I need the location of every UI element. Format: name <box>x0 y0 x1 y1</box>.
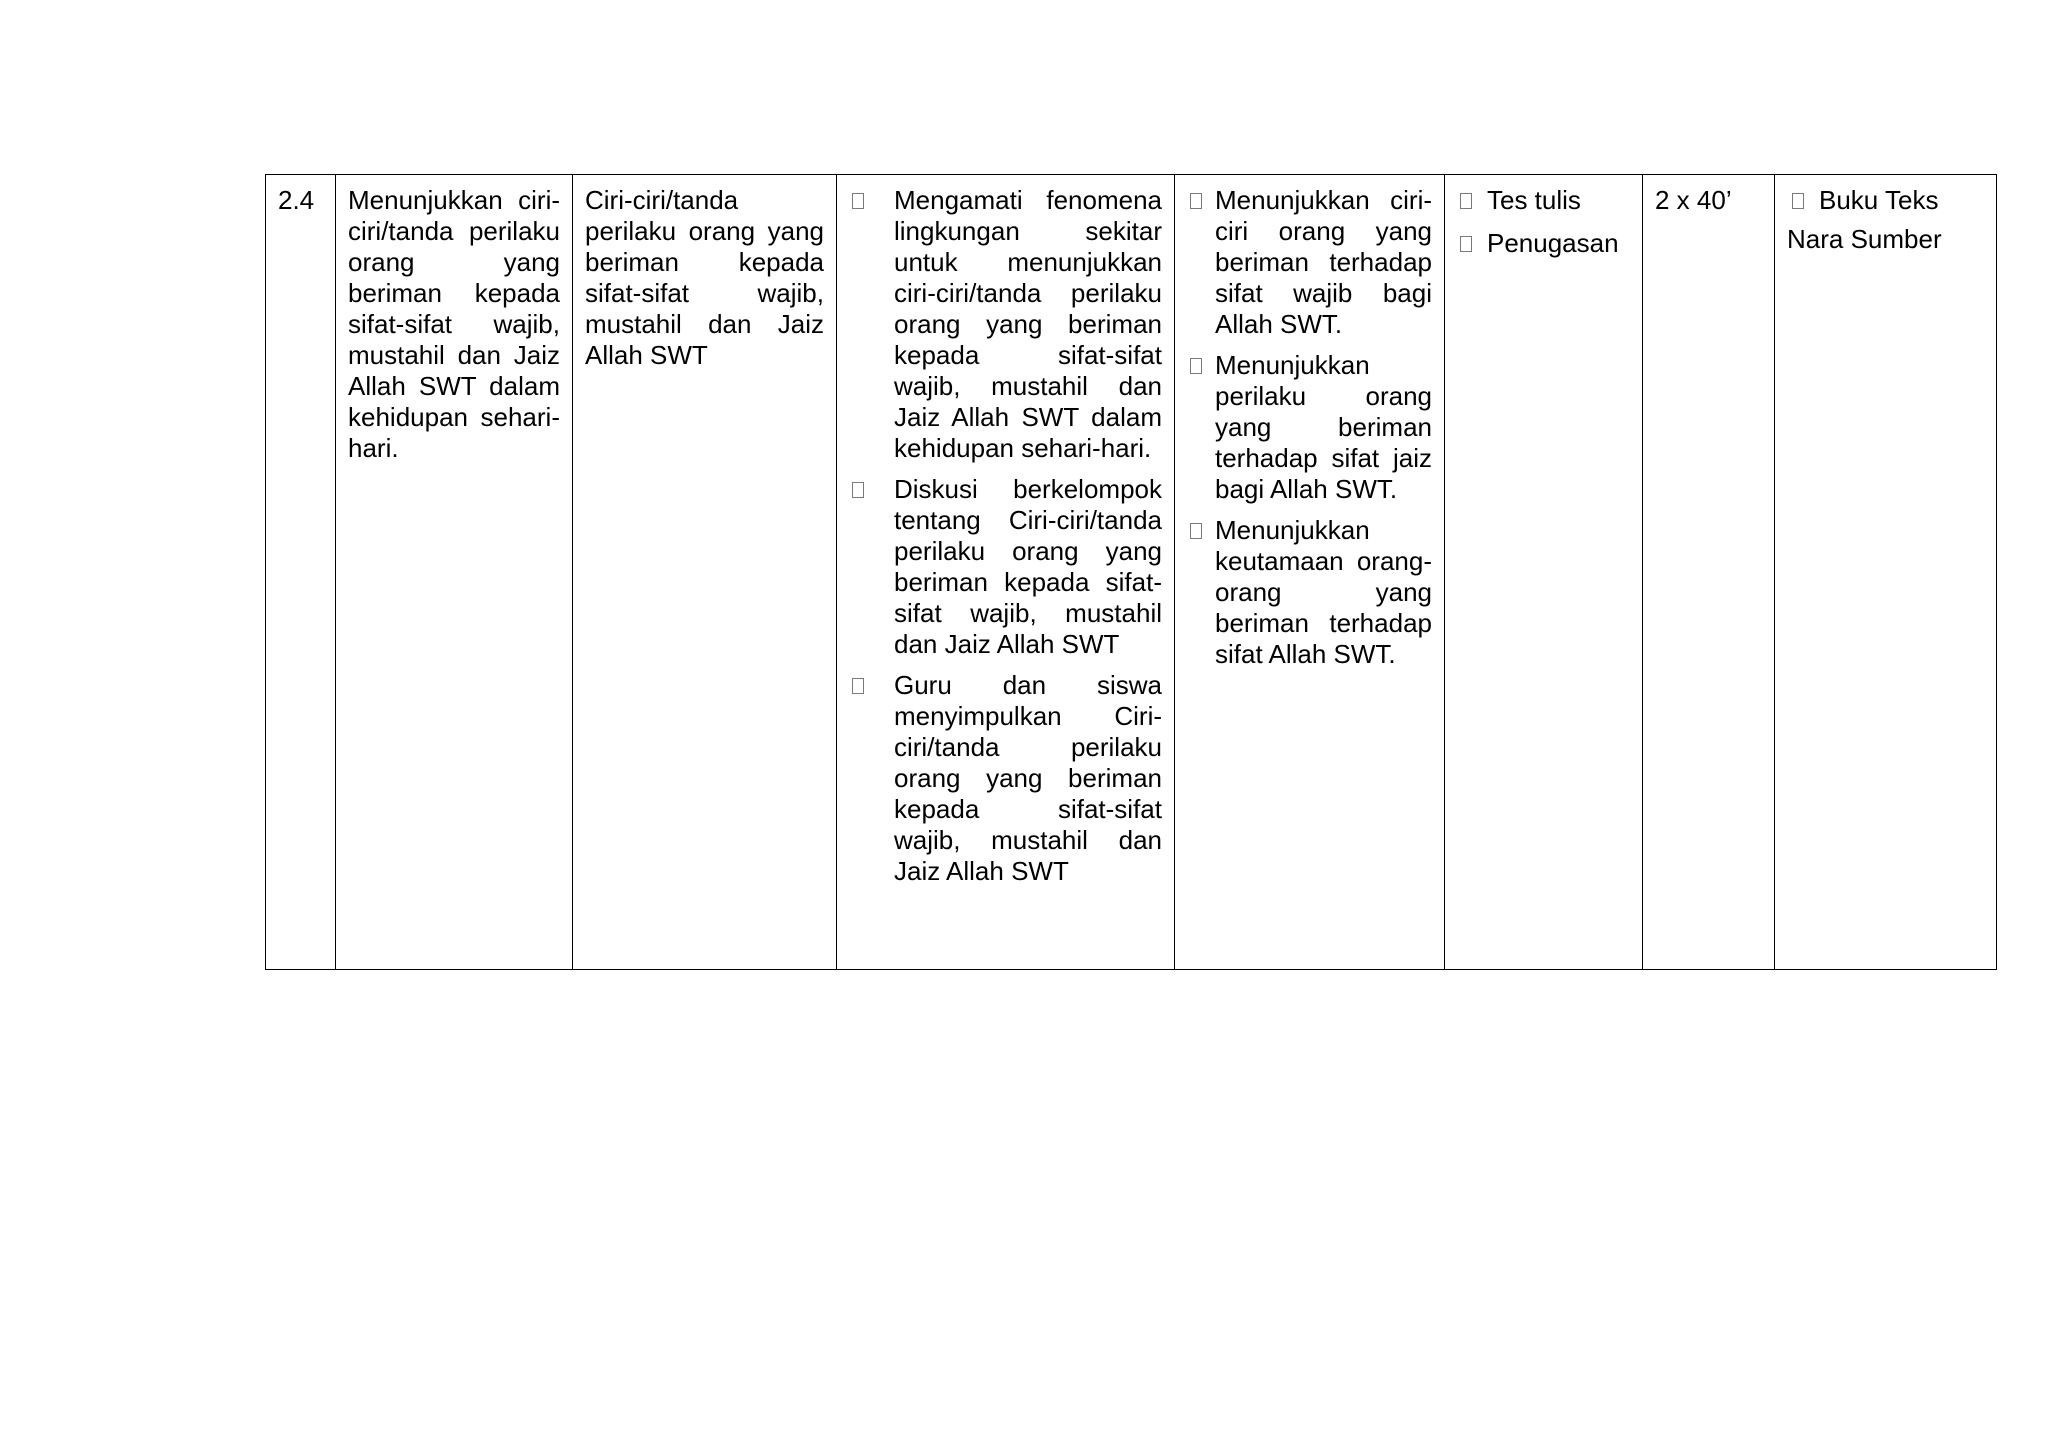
bullet-box-icon <box>1792 193 1804 209</box>
penilaian-item-text: Penugasan <box>1487 228 1619 258</box>
sumber-item <box>1787 185 1984 216</box>
penilaian-item <box>1457 228 1630 259</box>
bullet-box-icon <box>1190 193 1202 209</box>
sumber-cell <box>1775 175 1997 970</box>
indikator-item-text: Menunjukkan ciri-ciri orang yang beriman terhadap sifat wajib bagi Allah SWT. <box>1215 185 1432 339</box>
kegiatan-item-text: Diskusi berkelompok tentang Ciri-ciri/tanda perilaku orang yang beriman kepada sifat-sifat wajib, mustahil dan Jaiz Allah SWT <box>894 474 1162 659</box>
kegiatan-item <box>849 185 1162 464</box>
indikator-item-text: Menunjukkan keutamaan orang-orang yang beriman terhadap sifat Allah SWT. <box>1215 515 1432 669</box>
bullet-box-icon <box>852 193 864 209</box>
kegiatan-item <box>849 670 1162 887</box>
sumber-continuation: Nara Sumber <box>1787 224 1942 254</box>
materi-text: Ciri-ciri/tanda perilaku orang yang beriman kepada sifat-sifat wajib, mustahil dan Jaiz Allah SWT <box>585 185 824 370</box>
indikator-item <box>1187 515 1432 670</box>
kd-number-cell <box>266 175 336 970</box>
kegiatan-item <box>849 474 1162 660</box>
indikator-cell <box>1175 175 1445 970</box>
kegiatan-item-text: Mengamati fenomena lingkungan sekitar untuk menunjukkan ciri-ciri/tanda perilaku orang yang beriman kepada sifat-sifat wajib, mustahil dan Jaiz Allah SWT dalam kehidupan sehari-hari. <box>894 185 1162 463</box>
alokasi-waktu-cell <box>1643 175 1775 970</box>
syllabus-table <box>265 174 1997 970</box>
table-row <box>266 175 1997 970</box>
indikator-item <box>1187 350 1432 505</box>
kompetensi-cell <box>336 175 573 970</box>
bullet-box-icon <box>852 678 864 694</box>
kegiatan-cell <box>837 175 1175 970</box>
bullet-box-icon <box>852 482 864 498</box>
materi-cell <box>573 175 837 970</box>
kompetensi-text: Menunjukkan ciri-ciri/tanda perilaku orang yang beriman kepada sifat-sifat wajib, mustahil dan Jaiz Allah SWT dalam kehidupan sehari-hari. <box>348 185 560 463</box>
indikator-item <box>1187 185 1432 340</box>
alokasi-waktu: 2 x 40’ <box>1655 185 1732 215</box>
penilaian-item-text: Tes tulis <box>1487 185 1581 215</box>
penilaian-cell <box>1445 175 1643 970</box>
indikator-item-text: Menunjukkan perilaku orang yang beriman terhadap sifat jaiz bagi Allah SWT. <box>1215 350 1432 504</box>
bullet-box-icon <box>1190 358 1202 374</box>
bullet-box-icon <box>1460 193 1472 209</box>
bullet-box-icon <box>1190 523 1202 539</box>
penilaian-item <box>1457 185 1630 216</box>
sumber-item-text: Buku Teks <box>1819 185 1939 215</box>
kd-number: 2.4 <box>278 185 315 215</box>
bullet-box-icon <box>1460 236 1472 252</box>
kegiatan-item-text: Guru dan siswa menyimpulkan Ciri-ciri/tanda perilaku orang yang beriman kepada sifat-sifat wajib, mustahil dan Jaiz Allah SWT <box>894 670 1162 886</box>
